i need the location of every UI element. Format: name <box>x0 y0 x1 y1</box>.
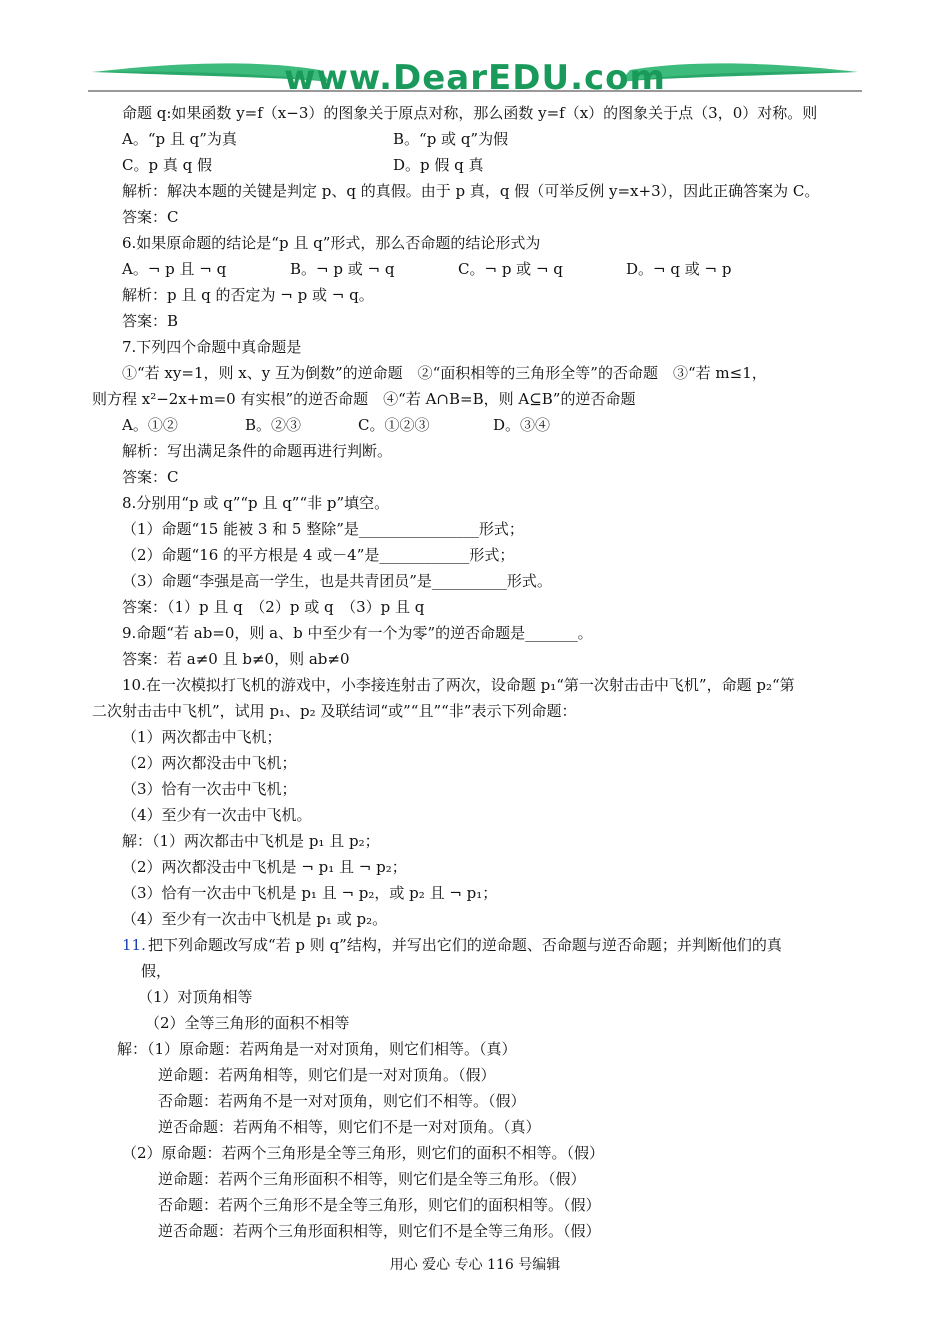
text-line: （1）命题“15 能被 3 和 5 整除”是________________形式； <box>122 520 524 538</box>
choice-b: B。¬ p 或 ¬ q <box>290 260 395 278</box>
choice-c: C。¬ p 或 ¬ q <box>458 260 563 278</box>
site-header <box>0 0 950 110</box>
text-line: 命题 q:如果函数 y=f（x−3）的图象关于原点对称，那么函数 y=f（x）的图象关于点（3，0）对称。则 <box>122 104 818 122</box>
text-line: 答案：若 a≠0 且 b≠0，则 ab≠0 <box>122 650 350 668</box>
choice-c: C。①②③ <box>358 416 430 434</box>
text-line: 解：（1）两次都击中飞机是 p₁ 且 p₂； <box>122 832 380 850</box>
text-line: 否命题：若两个三角形不是全等三角形，则它们的面积相等。（假） <box>158 1196 601 1214</box>
text-line: 解：（1）原命题：若两角是一对对顶角，则它们相等。（真） <box>117 1040 517 1058</box>
choice-a: A。¬ p 且 ¬ q <box>122 260 227 278</box>
text-line: 解析：写出满足条件的命题再进行判断。 <box>122 442 393 460</box>
text-line: 解析：p 且 q 的否定为 ¬ p 或 ¬ q。 <box>122 286 374 304</box>
text-line: 9.命题“若 ab=0，则 a、b 中至少有一个为零”的逆否命题是_______。 <box>122 624 593 642</box>
choice-a: A。①② <box>122 416 178 434</box>
text-line: 答案：（1）p 且 q （2）p 或 q （3）p 且 q <box>122 598 425 616</box>
text-line: （2）全等三角形的面积不相等 <box>145 1014 350 1032</box>
text-line: （4）至少有一次击中飞机。 <box>122 806 312 824</box>
choice-b: B。“p 或 q”为假 <box>393 130 509 148</box>
text-line: 二次射击击中飞机”，试用 p₁、p₂ 及联结词“或”“且”“非”表示下列命题： <box>92 702 577 720</box>
text-line: 7.下列四个命题中真命题是 <box>122 338 302 356</box>
text-line: （3）恰有一次击中飞机是 p₁ 且 ¬ p₂，或 p₂ 且 ¬ p₁； <box>122 884 498 902</box>
text-line: 逆否命题：若两角不相等，则它们不是一对对顶角。（真） <box>158 1118 541 1136</box>
text-line: 逆否命题：若两个三角形面积相等，则它们不是全等三角形。（假） <box>158 1222 601 1240</box>
text-line: （3）恰有一次击中飞机； <box>122 780 297 798</box>
text-line: 否命题：若两角不是一对对顶角，则它们不相等。（假） <box>158 1092 526 1110</box>
choice-d: D。③④ <box>493 416 551 434</box>
text-line: 则方程 x²−2x+m=0 有实根”的逆否命题 ④“若 A∩B=B，则 A⊆B”的逆否命题 <box>92 390 636 408</box>
choice-c: C。p 真 q 假 <box>122 156 212 174</box>
text-line: 逆命题：若两个三角形面积不相等，则它们是全等三角形。（假） <box>158 1170 586 1188</box>
text-line: ①“若 xy=1，则 x、y 互为倒数”的逆命题 ②“面积相等的三角形全等”的否命题 ③“若 m≤1， <box>122 364 767 382</box>
text-line: （4）至少有一次击中飞机是 p₁ 或 p₂。 <box>122 910 388 928</box>
text-line: 答案：C <box>122 208 179 226</box>
page-footer: 用心 爱心 专心 116 号编辑 <box>389 1257 561 1273</box>
text-line: （1）两次都击中飞机； <box>122 728 282 746</box>
text-line: 答案：C <box>122 468 179 486</box>
text-line: 8.分别用“p 或 q”“p 且 q”“非 p”填空。 <box>122 494 390 512</box>
text-line: 10.在一次模拟打飞机的游戏中，小李接连射击了两次，设命题 p₁“第一次射击击中飞机”，命题 p₂“第 <box>122 676 795 694</box>
text-line: （2）两次都没击中飞机是 ¬ p₁ 且 ¬ p₂； <box>122 858 407 876</box>
text-line: （2）命题“16 的平方根是 4 或－4”是____________形式； <box>122 546 515 564</box>
text-line: 假， <box>141 962 172 980</box>
text-line: 逆命题：若两角相等，则它们是一对对顶角。（假） <box>158 1066 496 1084</box>
text-line: 6.如果原命题的结论是“p 且 q”形式，那么否命题的结论形式为 <box>122 234 541 252</box>
text-line: （1）对顶角相等 <box>138 988 253 1006</box>
text-line: （2）两次都没击中飞机； <box>122 754 297 772</box>
text-line: （2）原命题：若两个三角形是全等三角形，则它们的面积不相等。（假） <box>122 1144 605 1162</box>
question-number: 11. <box>122 936 146 954</box>
site-logo[interactable]: www.DearEDU.com <box>284 58 666 98</box>
text-line: （3）命题“李强是高一学生，也是共青团员”是__________形式。 <box>122 572 552 590</box>
text-line: 答案：B <box>122 312 179 330</box>
text-line: 解析：解决本题的关键是判定 p、q 的真假。由于 p 真，q 假（可举反例 y=x+3），因此正确答案为 C。 <box>122 182 820 200</box>
choice-d: D。p 假 q 真 <box>393 156 484 174</box>
choice-b: B。②③ <box>245 416 302 434</box>
text-line: 把下列命题改写成“若 p 则 q”结构，并写出它们的逆命题、否命题与逆否命题；并判断他们的真 <box>148 936 782 954</box>
choice-a: A。“p 且 q”为真 <box>122 130 237 148</box>
choice-d: D。¬ q 或 ¬ p <box>626 260 732 278</box>
